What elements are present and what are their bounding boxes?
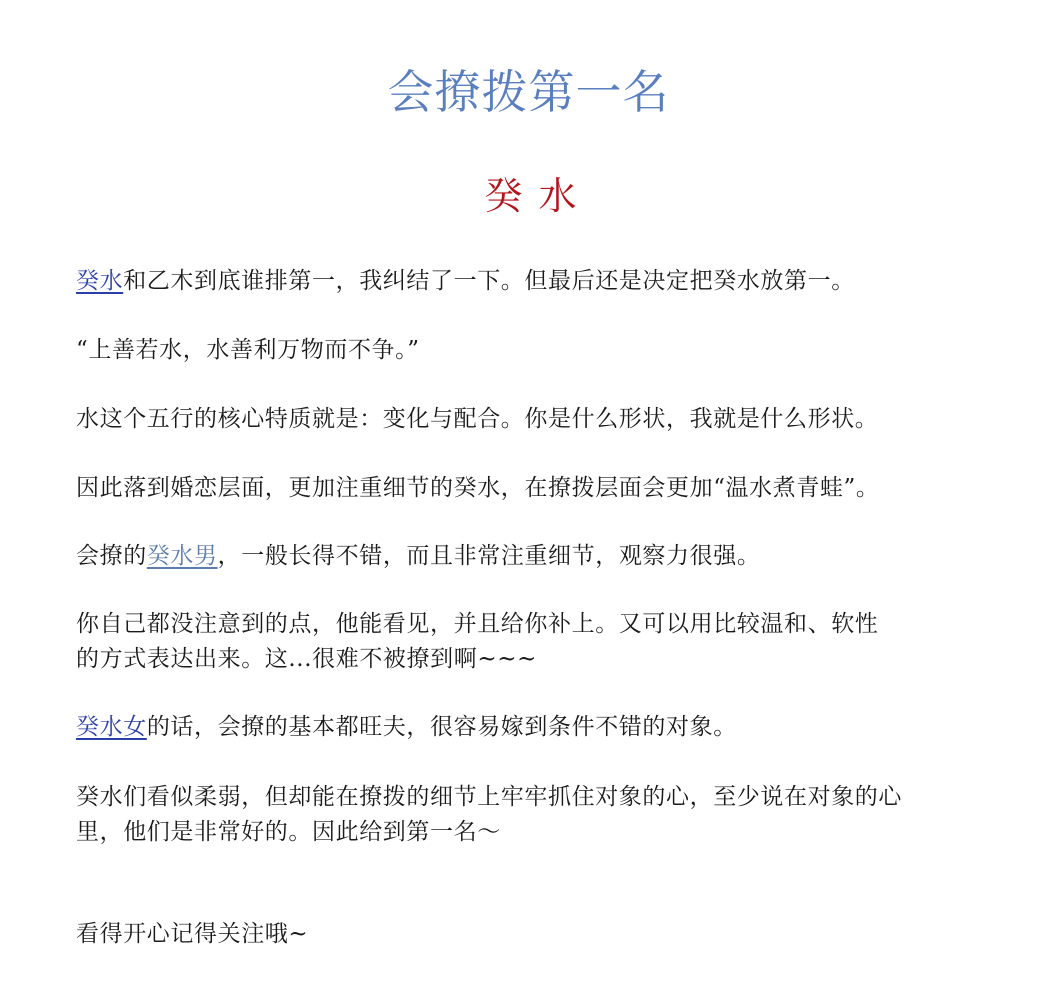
paragraph-6-line-2: 的方式表达出来。这...很难不被撩到啊~~~: [76, 646, 537, 672]
paragraph-1: [76, 264, 996, 299]
paragraph-9: 看得开心记得关注哦~: [76, 921, 309, 947]
link-guishui-female[interactable]: 癸水女: [76, 714, 147, 740]
paragraph-7-text: 的话，会撩的基本都旺夫，很容易嫁到条件不错的对象。: [146, 714, 737, 740]
paragraph-1-text: 和乙木到底谁排第一，我纠结了一下。但最后还是决定把癸水放第一。: [123, 268, 855, 294]
paragraph-3: 水这个五行的核心特质就是：变化与配合。你是什么形状，我就是什么形状。: [76, 406, 879, 432]
paragraph-8: [76, 780, 996, 850]
paragraph-5: [76, 539, 996, 574]
paragraph-6-line-1: 你自己都没注意到的点，他能看见，并且给你补上。又可以用比较温和、软性: [76, 611, 879, 637]
paragraph-7: [76, 710, 996, 745]
paragraph-5-before: 会撩的: [76, 543, 147, 569]
page-subtitle: 癸 水: [484, 174, 579, 218]
link-guishui[interactable]: 癸水: [76, 268, 124, 294]
paragraph-6: [76, 607, 996, 677]
link-guishui-male[interactable]: 癸水男: [146, 543, 218, 569]
page-title: 会撩拨第一名: [387, 65, 670, 119]
paragraph-2: “上善若水，水善利万物而不争。”: [76, 337, 420, 363]
paragraph-4: 因此落到婚恋层面，更加注重细节的癸水，在撩拨层面会更加“温水煮青蛙”。: [76, 475, 880, 501]
paragraph-8-line-2: 里，他们是非常好的。因此给到第一名～: [76, 819, 501, 845]
paragraph-8-line-1: 癸水们看似柔弱，但却能在撩拨的细节上牢牢抓住对象的心，至少说在对象的心: [76, 784, 902, 810]
paragraph-5-after: ，一般长得不错，而且非常注重细节，观察力很强。: [217, 543, 761, 569]
